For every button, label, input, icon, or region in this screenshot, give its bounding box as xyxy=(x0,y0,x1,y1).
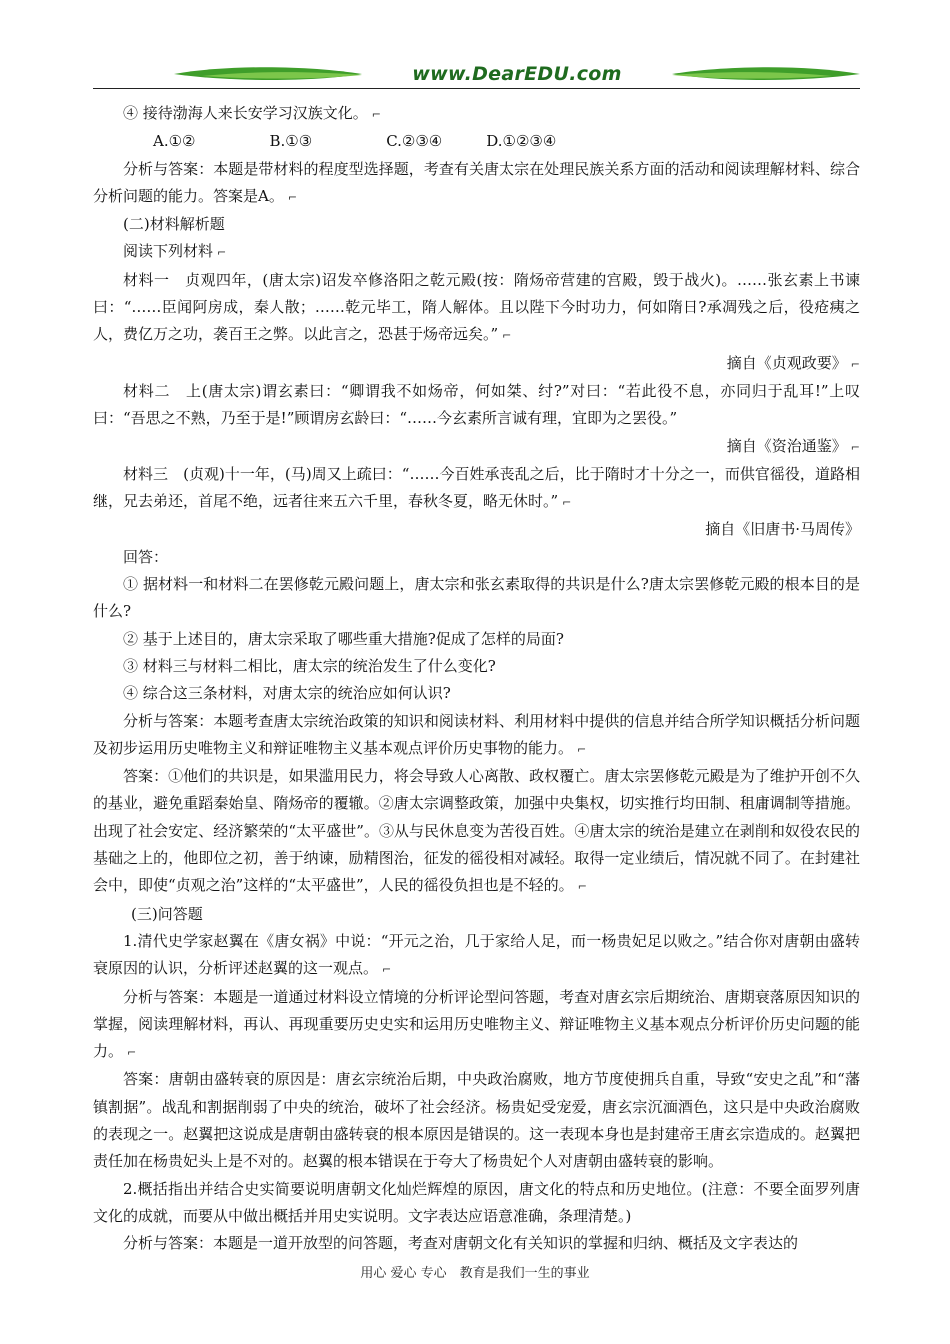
analysis-paragraph: 分析与答案：本题是一道通过材料设立情境的分析评论型问答题，考查对唐玄宗后期统治、唐期衰落原因知识的掌握，阅读理解材料，再认、再现重要历史史实和运用历史唯物主义、辩证唯物主义基本观点分析评价历史问题的能力。 ⌐ xyxy=(93,987,860,1061)
essay-question-1: 1.清代史学家赵翼在《唐女祸》中说：“开元之治，几于家给人足，而一杨贵妃足以败之。”结合你对唐朝由盛转衰原因的认识，分析评述赵翼的这一观点。 ⌐ xyxy=(93,931,860,978)
analysis-paragraph: 分析与答案：本题考查唐太宗统治政策的知识和阅读材料、利用材料中提供的信息并结合所学知识概括分析问题及初步运用历史唯物主义和辩证唯物主义基本观点评价历史事物的能力。 ⌐ xyxy=(93,711,860,757)
answer-options xyxy=(93,128,860,155)
material-1: 材料一 贞观四年，(唐太宗)诏发卒修洛阳之乾元殿(按：隋炀帝营建的宫殿，毁于战火)。……张玄素上书谏曰：“……臣闻阿房成，秦人散；……乾元毕工，隋人解体。且以陛下今时功力，何如隋日?承凋残之后，役疮痍之人，费亿万之功，袭百王之弊。以此言之，恐甚于炀帝远矣。” ⌐ xyxy=(93,270,860,344)
material-2: 材料二 上(唐太宗)谓玄素曰：“卿谓我不如炀帝，何如桀、纣?”对曰：“若此役不息，亦同归于乱耳!”上叹曰：“吾思之不熟，乃至于是!”顾谓房玄龄曰：“……今玄素所言诚有理，宜即为之罢役。” xyxy=(93,381,860,428)
question-3: ③ 材料三与材料二相比，唐太宗的统治发生了什么变化? xyxy=(123,656,496,675)
section-heading: (三)问答题 xyxy=(131,904,203,923)
option-item-4: ④ 接待渤海人来长安学习汉族文化。 ⌐ xyxy=(123,104,381,122)
option-d: D.①②③④ xyxy=(486,132,557,151)
essay-question-2: 2.概括指出并结合史实简要说明唐朝文化灿烂辉煌的原因，唐文化的特点和历史地位。(注意：不要全面罗列唐文化的成就，而要从中做出概括并用史实说明。文字表达应语意准确，条理清楚。) xyxy=(93,1179,860,1225)
option-c: C.②③④ xyxy=(386,132,443,151)
question-2: ② 基于上述目的，唐太宗采取了哪些重大措施?促成了怎样的局面? xyxy=(123,629,564,648)
source-citation: 摘自《旧唐书·马周传》 xyxy=(705,520,860,539)
question-4: ④ 综合这三条材料，对唐太宗的统治应如何认识? xyxy=(123,684,451,703)
answer-paragraph: 答案：①他们的共识是，如果滥用民力，将会导致人心离散、政权覆亡。唐太宗罢修乾元殿是为了维护开创不久的基业，避免重蹈秦始皇、隋炀帝的覆辙。②唐太宗调整政策，加强中央集权，切实推行均田制、租庸调制等措施。出现了社会安定、经济繁荣的“太平盛世”。③从与民休息变为苦役百姓。④唐太宗的统治是建立在剥削和奴役农民的基础之上的，他即位之初，善于纳谏，励精图治，征发的徭役相对减轻。取得一定业绩后，情况就不同了。在封建社会中，即使“贞观之治”这样的“太平盛世”，人民的徭役负担也是不轻的。 ⌐ xyxy=(93,767,860,895)
analysis-paragraph: 分析与答案：本题是带材料的程度型选择题，考查有关唐太宗在处理民族关系方面的活动和阅读理解材料、综合分析问题的能力。答案是A。 ⌐ xyxy=(93,159,860,205)
option-a: A.①② xyxy=(153,132,196,151)
source-citation: 摘自《资治通鉴》 ⌐ xyxy=(726,436,860,455)
option-b: B.①③ xyxy=(269,132,313,151)
answer-paragraph: 答案：唐朝由盛转衰的原因是：唐玄宗统治后期，中央政治腐败，地方节度使拥兵自重，导致“安史之乱”和“藩镇割据”。战乱和割据削弱了中央的统治，破坏了社会经济。杨贵妃受宠爱，唐玄宗沉湎酒色，这只是中央政治腐败的表现之一。赵翼把这说成是唐朝由盛转衰的根本原因是错误的。这一表现本身也是封建帝王唐玄宗造成的。赵翼把责任加在杨贵妃头上是不对的。赵翼的根本错误在于夸大了杨贵妃个人对唐朝由盛转衰的影响。 xyxy=(93,1070,860,1171)
header-rule xyxy=(93,88,860,89)
section-heading: (二)材料解析题 xyxy=(123,215,225,234)
site-logo-text: www.DearEDU.com xyxy=(412,63,622,85)
material-3: 材料三 (贞观)十一年，(马)周又上疏曰：“……今百姓承丧乱之后，比于隋时才十分之一，而供官徭役，道路相继，兄去弟还，首尾不绝，远者往来五六千里，春秋冬夏，略无休时。” ⌐ xyxy=(93,464,860,511)
answer-label: 回答： xyxy=(123,547,169,566)
analysis-paragraph: 分析与答案：本题是一道开放型的问答题，考查对唐朝文化有关知识的掌握和归纳、概括及文字表达的 xyxy=(123,1234,799,1253)
question-1: ① 据材料一和材料二在罢修乾元殿问题上，唐太宗和张玄素取得的共识是什么?唐太宗罢修乾元殿的根本目的是什么? xyxy=(93,575,860,621)
source-citation: 摘自《贞观政要》 ⌐ xyxy=(726,353,860,372)
instruction: 阅读下列材料 ⌐ xyxy=(123,242,227,261)
page-footer: 用心 爱心 专心 教育是我们一生的事业 xyxy=(360,1266,590,1281)
document-body xyxy=(93,100,860,1257)
